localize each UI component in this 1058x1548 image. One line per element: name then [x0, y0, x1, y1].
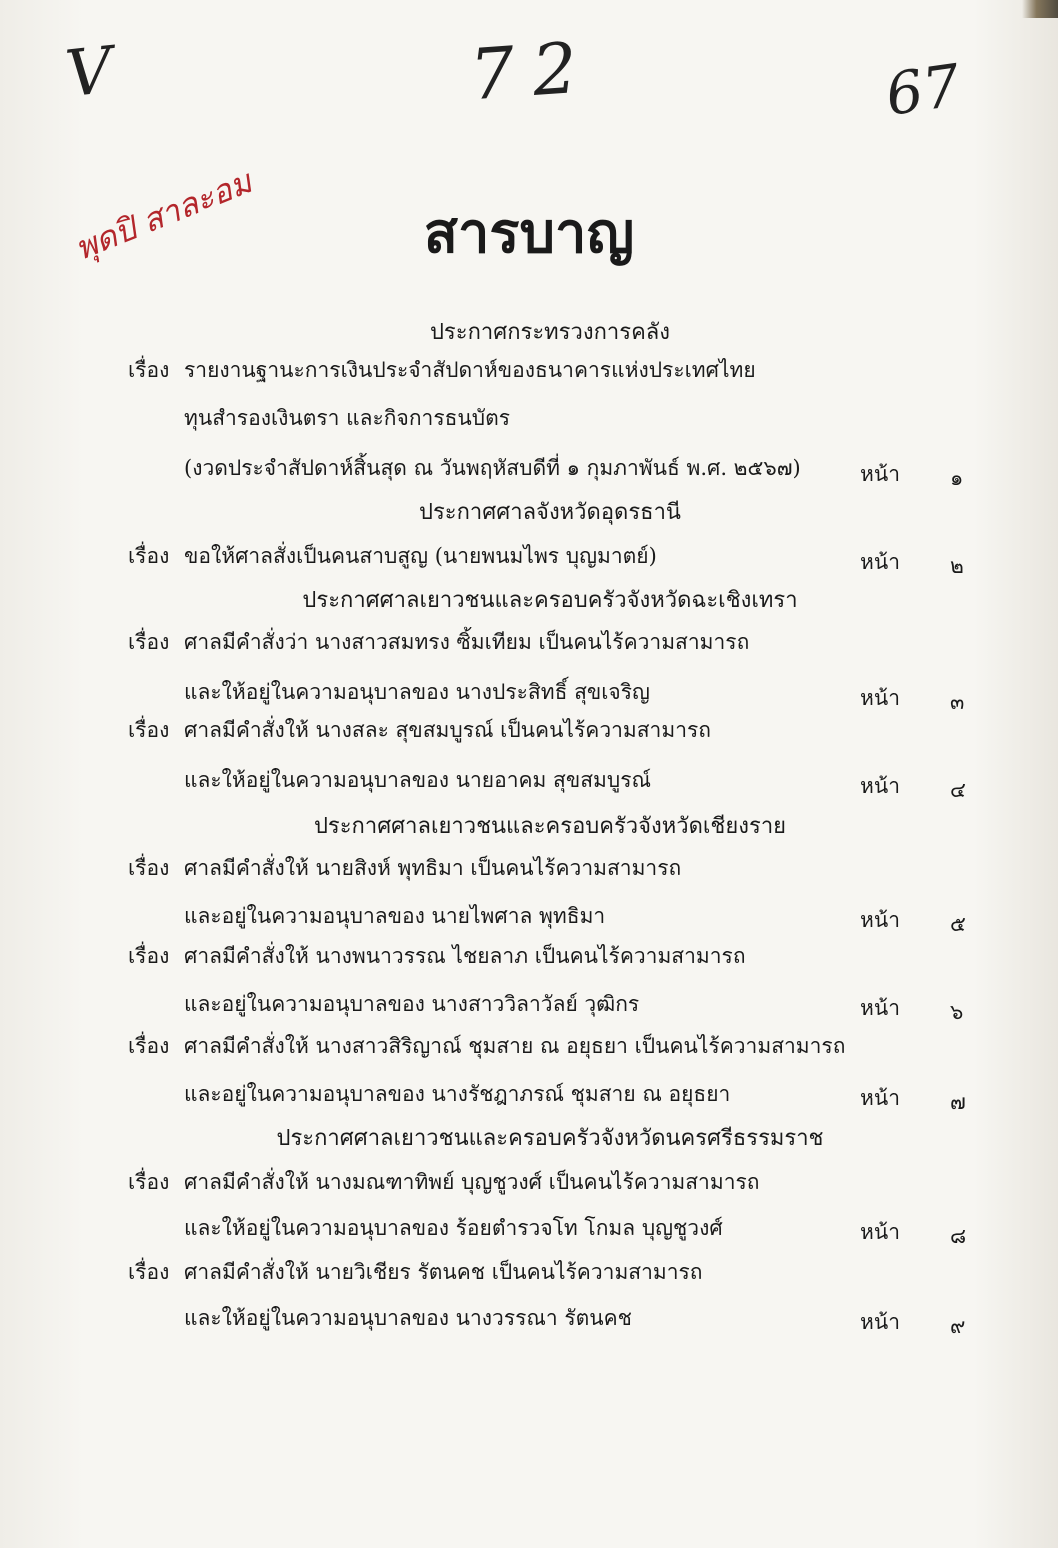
entry-line: ศาลมีคำสั่งว่า นางสาวสมทรง ซิ้มเทียม เป็นคนไร้ความสามารถ — [184, 630, 750, 654]
subject-label: เรื่อง — [128, 544, 170, 568]
entry-line: และให้อยู่ในความอนุบาลของ นางประสิทธิ์ สุขเจริญ — [184, 680, 650, 704]
section-heading: ประกาศศาลเยาวชนและครอบครัวจังหวัดฉะเชิงเทรา — [302, 588, 798, 613]
subject-label: เรื่อง — [128, 718, 170, 742]
page-number: ๘ — [950, 1224, 967, 1248]
section-heading: ประกาศศาลจังหวัดอุดรธานี — [419, 500, 681, 525]
page-label: หน้า — [860, 550, 900, 574]
entry-line: ศาลมีคำสั่งให้ นายวิเชียร รัตนคช เป็นคนไร้ความสามารถ — [184, 1260, 703, 1284]
entry-line: ศาลมีคำสั่งให้ นางสาวสิริญาณ์ ชุมสาย ณ อยุธยา เป็นคนไร้ความสามารถ — [184, 1034, 846, 1058]
page-number: ๕ — [950, 912, 966, 936]
page-number: ๔ — [950, 778, 966, 802]
entry-line: และอยู่ในความอนุบาลของ นายไพศาล พุทธิมา — [184, 904, 606, 928]
page-number: ๖ — [950, 1000, 964, 1024]
page-label: หน้า — [860, 462, 900, 486]
page-number: ๒ — [950, 554, 964, 578]
page-number: ๙ — [950, 1314, 966, 1338]
page-number: ๗ — [950, 1090, 966, 1114]
page-label: หน้า — [860, 996, 900, 1020]
subject-label: เรื่อง — [128, 944, 170, 968]
entry-line: และให้อยู่ในความอนุบาลของ ร้อยตำรวจโท โกมล บุญชูวงศ์ — [184, 1216, 723, 1240]
page-label: หน้า — [860, 1220, 900, 1244]
page-number: ๓ — [950, 690, 965, 714]
section-heading: ประกาศศาลเยาวชนและครอบครัวจังหวัดนครศรีธรรมราช — [276, 1126, 824, 1151]
subject-label: เรื่อง — [128, 358, 170, 382]
page-edge-mark — [1022, 0, 1058, 18]
entry-line: และอยู่ในความอนุบาลของ นางสาววิลาวัลย์ วุฒิกร — [184, 992, 640, 1016]
handwritten-center-number: 72 — [467, 25, 598, 117]
page-label: หน้า — [860, 908, 900, 932]
entry-line: และให้อยู่ในความอนุบาลของ นางวรรณา รัตนคช — [184, 1306, 632, 1330]
handwritten-check-mark: V — [62, 33, 116, 113]
subject-label: เรื่อง — [128, 630, 170, 654]
entry-line: (งวดประจำสัปดาห์สิ้นสุด ณ วันพฤหัสบดีที่ ๑ กุมภาพันธ์ พ.ศ. ๒๕๖๗) — [184, 456, 801, 480]
page-label: หน้า — [860, 686, 900, 710]
subject-label: เรื่อง — [128, 1034, 170, 1058]
entry-line: ศาลมีคำสั่งให้ นางพนาวรรณ ไชยลาภ เป็นคนไร้ความสามารถ — [184, 944, 746, 968]
subject-label: เรื่อง — [128, 1260, 170, 1284]
page-number: ๑ — [950, 466, 964, 490]
entry-line: ขอให้ศาลสั่งเป็นคนสาบสูญ (นายพนมไพร บุญมาตย์) — [184, 544, 657, 568]
entry-line: ศาลมีคำสั่งให้ นายสิงห์ พุทธิมา เป็นคนไร้ความสามารถ — [184, 856, 682, 880]
entry-line: รายงานฐานะการเงินประจำสัปดาห์ของธนาคารแห่งประเทศไทย — [184, 358, 756, 382]
page-label: หน้า — [860, 1086, 900, 1110]
entry-line: ทุนสำรองเงินตรา และกิจการธนบัตร — [184, 406, 511, 430]
page-title: สารบาญ — [423, 201, 635, 266]
subject-label: เรื่อง — [128, 856, 170, 880]
entry-line: และอยู่ในความอนุบาลของ นางรัชฎาภรณ์ ชุมสาย ณ อยุธยา — [184, 1082, 731, 1106]
section-heading: ประกาศศาลเยาวชนและครอบครัวจังหวัดเชียงราย — [313, 814, 787, 839]
entry-line: และให้อยู่ในความอนุบาลของ นายอาคม สุขสมบูรณ์ — [184, 768, 651, 792]
red-handwritten-signature: พุดปิ สาละอม — [69, 162, 258, 268]
entry-line: ศาลมีคำสั่งให้ นางมณฑาทิพย์ บุญชูวงศ์ เป็นคนไร้ความสามารถ — [184, 1170, 760, 1194]
section-heading: ประกาศกระทรวงการคลัง — [429, 320, 671, 345]
page-label: หน้า — [860, 1310, 900, 1334]
entry-line: ศาลมีคำสั่งให้ นางสละ สุขสมบูรณ์ เป็นคนไร้ความสามารถ — [184, 718, 711, 742]
handwritten-right-number: 67 — [881, 51, 965, 129]
page-label: หน้า — [860, 774, 900, 798]
subject-label: เรื่อง — [128, 1170, 170, 1194]
